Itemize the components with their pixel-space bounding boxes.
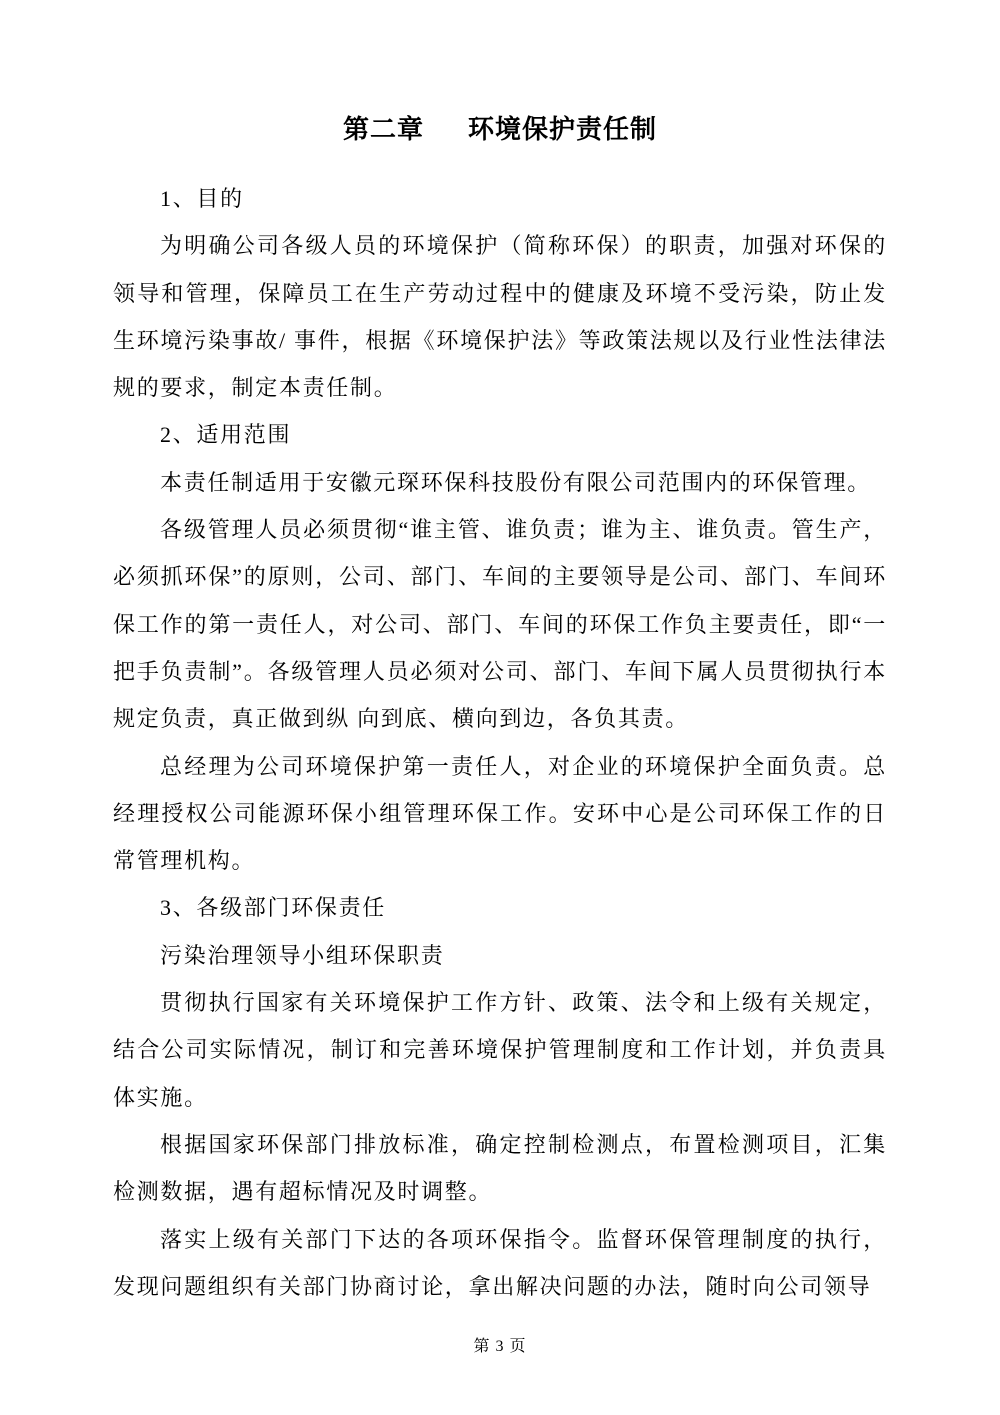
paragraph-general-manager: 总经理为公司环境保护第一责任人，对企业的环境保护全面负责。总经理授权公司能源环保小组管理环保工作。安环中心是公司环保工作的日常管理机构。 [113,753,887,874]
paragraph-emission-standards: 根据国家环保部门排放标准，确定控制检测点，布置检测项目，汇集检测数据，遇有超标情况及时调整。 [113,1131,887,1205]
heading-scope: 2、适用范围 [160,422,292,448]
paragraph-management-principle: 各级管理人员必须贯彻“谁主管、谁负责；谁为主、谁负责。管生产，必须抓环保”的原则，公司、部门、车间的主要领导是公司、部门、车间环保工作的第一责任人，对公司、部门、车间的环保工作负主要责任，即“一把手负责制”。各级管理人员必须对公司、部门、车间下属人员贯彻执行本规定负责，真正做到纵 向到底、横向到边，各负其责。 [113,517,887,732]
heading-department-responsibility: 3、各级部门环保责任 [160,895,387,921]
heading-purpose: 1、目的 [160,186,244,211]
subheading-pollution-group: 污染治理领导小组环保职责 [160,942,445,968]
paragraph-directives: 落实上级有关部门下达的各项环保指令。监督环保管理制度的执行，发现问题组织有关部门协商讨论，拿出解决问题的办法，随时向公司领导 [113,1226,887,1299]
chapter-number: 第二章 [342,115,424,144]
chapter-name: 环境保护责任制 [468,115,658,144]
paragraph-purpose: 为明确公司各级人员的环境保护（简称环保）的职责，加强对环保的领导和管理，保障员工在生产劳动过程中的健康及环境不受污染，防止发生环境污染事故/ 事件，根据《环境保护法》等政策法规以及行业性法律法规的要求，制定本责任制。 [113,233,887,401]
page-number: 第 3 页 [473,1338,527,1355]
document-body [113,175,887,1310]
paragraph-policy-implementation: 贯彻执行国家有关环境保护工作方针、政策、法令和上级有关规定，结合公司实际情况，制订和完善环境保护管理制度和工作计划，并负责具体实施。 [113,990,887,1110]
page-title [0,0,1000,150]
paragraph-scope: 本责任制适用于安徽元琛环保科技股份有限公司范围内的环保管理。 [160,469,872,495]
